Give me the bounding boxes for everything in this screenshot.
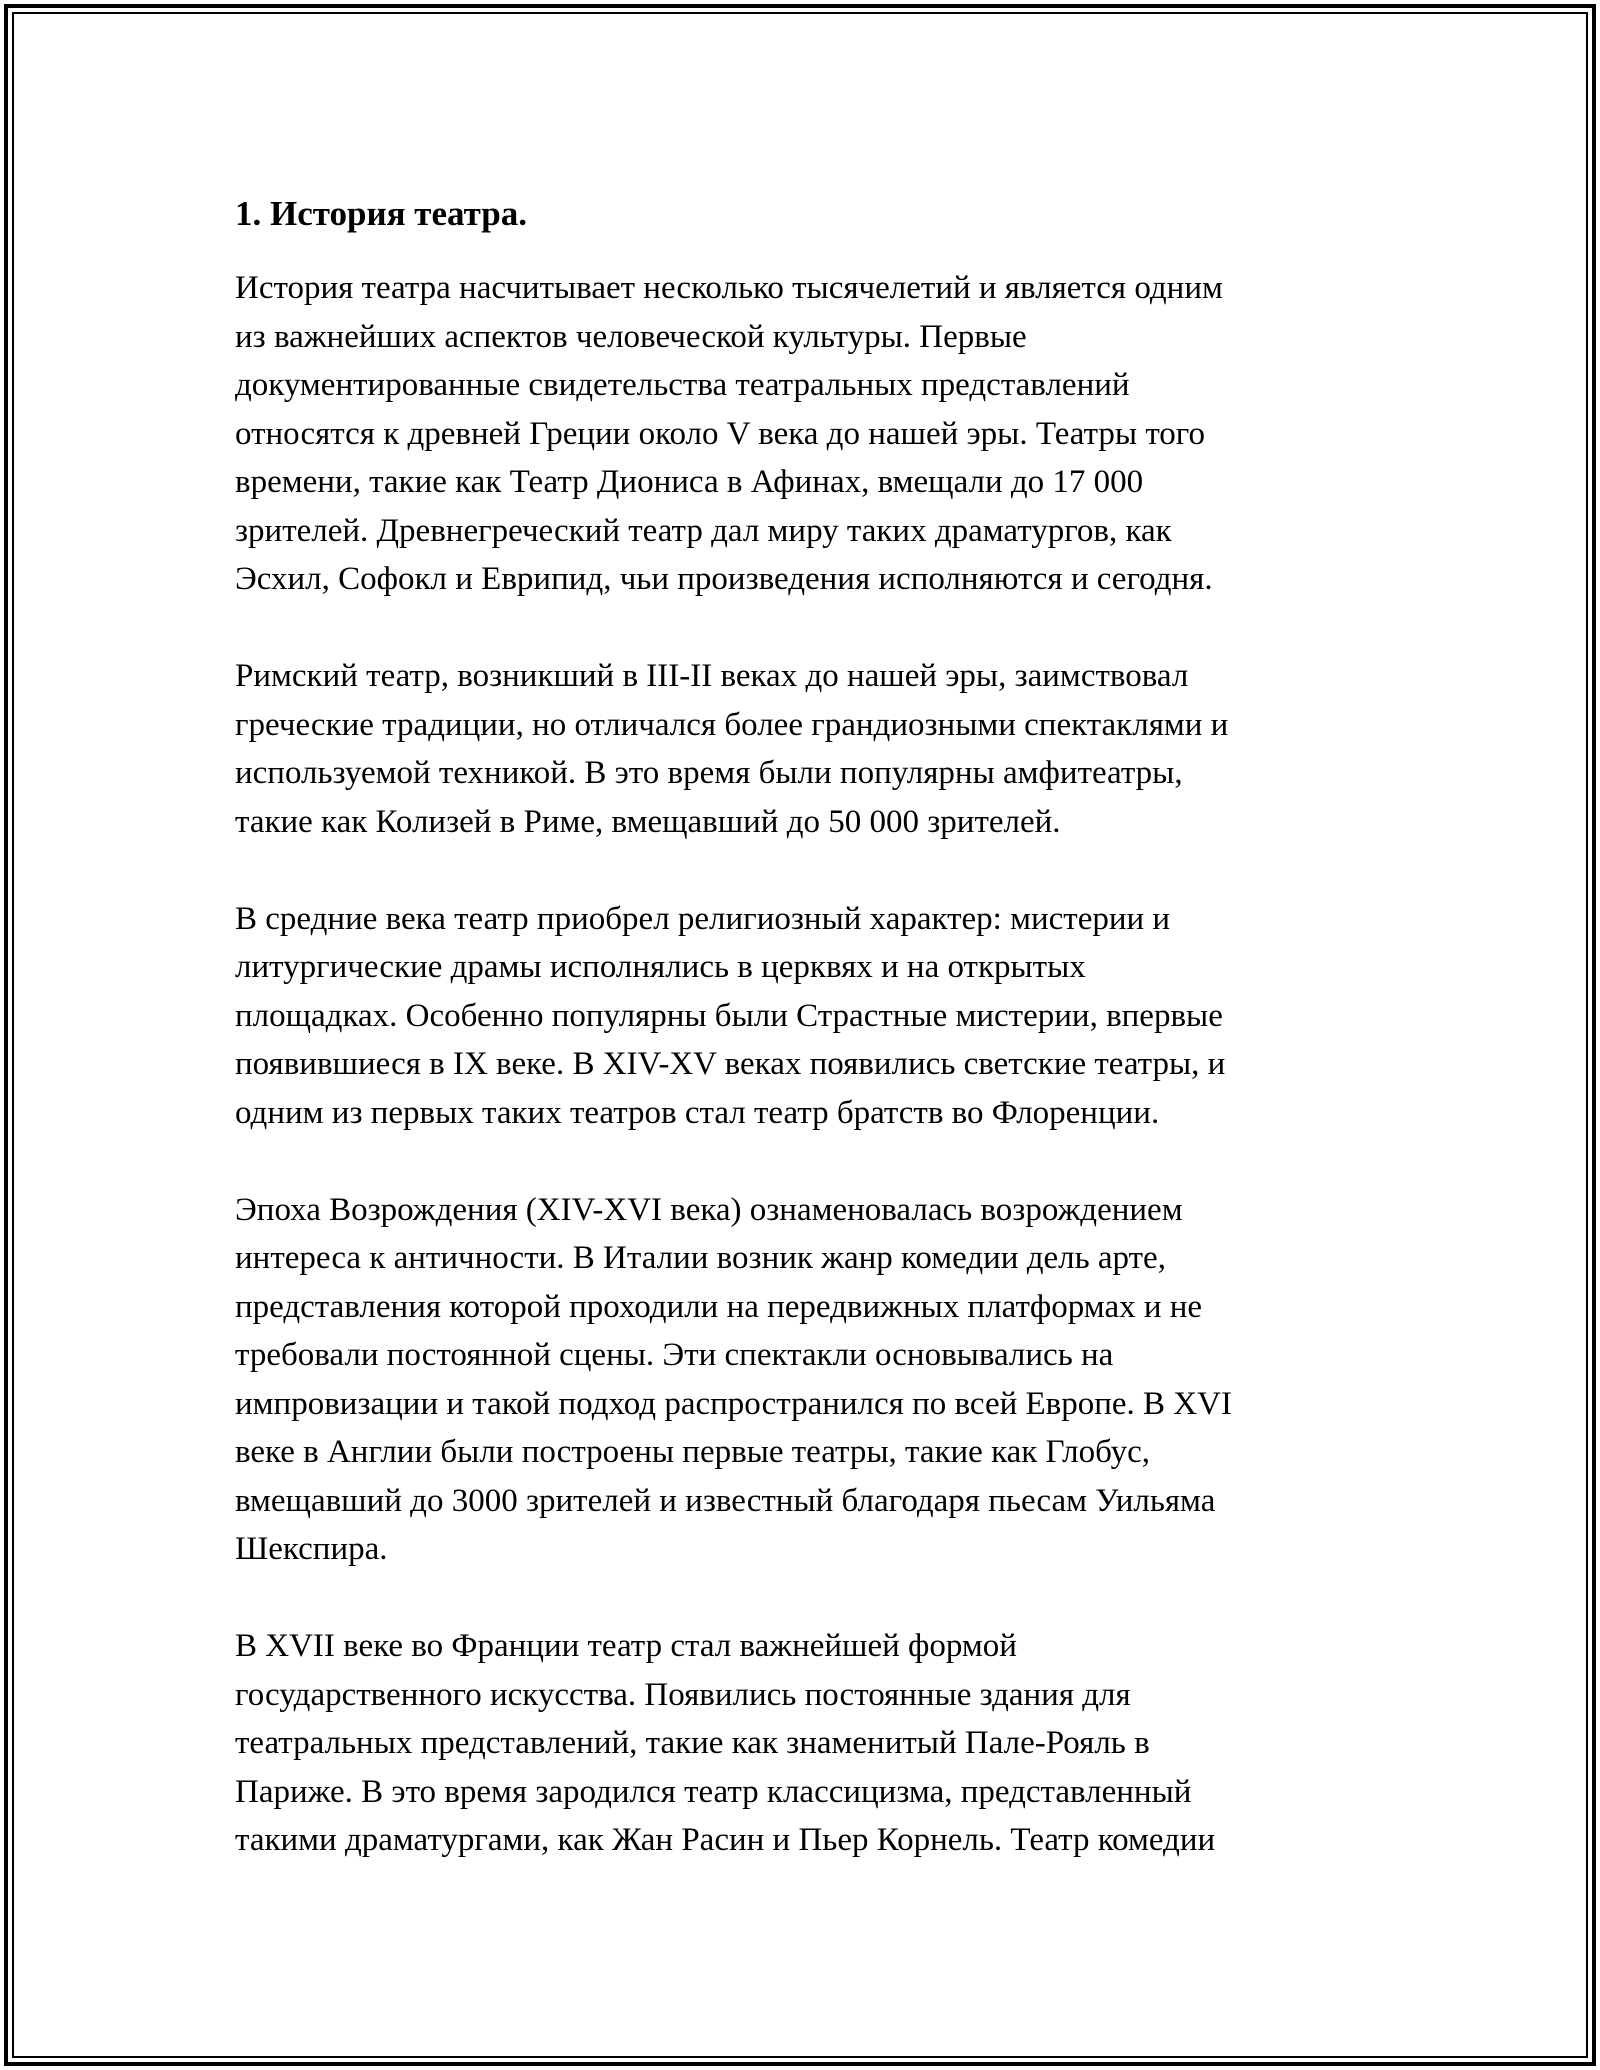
text-line: площадках. Особенно популярны были Страстные мистерии, впервые xyxy=(235,997,1223,1034)
text-line: такими драматургами, как Жан Расин и Пьер Корнель. Театр комедии xyxy=(235,1822,1216,1858)
text-line: документированные свидетельства театральных представлений xyxy=(235,367,1130,403)
text-line: используемой техникой. В это время были популярны амфитеатры, xyxy=(235,755,1183,791)
text-line: относятся к древней Греции около V века до нашей эры. Театры того xyxy=(235,415,1206,452)
section-heading: 1. История театра. xyxy=(235,194,527,233)
text-line: представления которой проходили на передвижных платформах и не xyxy=(235,1288,1203,1325)
text-line: веке в Англии были построены первые театры, такие как Глобус, xyxy=(235,1434,1151,1470)
paragraph-ancient-greece xyxy=(235,264,1360,604)
text-line: вмещавший до 3000 зрителей и известный благодаря пьесам Уильяма xyxy=(235,1482,1216,1519)
paragraph-roman-theatre xyxy=(235,652,1360,846)
text-line: одним из первых таких театров стал театр братств во Флоренции. xyxy=(235,1094,1160,1131)
text-line: Эпоха Возрождения (XIV-XVI века) ознаменовалась возрождением xyxy=(235,1191,1183,1228)
text-line: Эсхил, Софокл и Еврипид, чьи произведения исполняются и сегодня. xyxy=(235,561,1213,597)
text-line: интереса к античности. В Италии возник жанр комедии дель арте, xyxy=(235,1240,1166,1276)
text-line: Париже. В это время зародился театр классицизма, представленный xyxy=(235,1773,1192,1810)
text-line: требовали постоянной сцены. Эти спектакли основывались на xyxy=(235,1337,1114,1373)
paragraph-renaissance xyxy=(235,1186,1360,1574)
text-line: В XVII веке во Франции театр стал важнейшей формой xyxy=(235,1628,1017,1664)
text-line: литургические драмы исполнялись в церквях и на открытых xyxy=(235,949,1086,985)
document-body xyxy=(235,188,1360,1913)
paragraph-middle-ages xyxy=(235,895,1360,1138)
text-line: появившиеся в IX веке. В XIV-XV веках появились светские театры, и xyxy=(235,1046,1226,1082)
text-line: зрителей. Древнегреческий театр дал миру таких драматургов, как xyxy=(235,512,1172,549)
text-line: театральных представлений, такие как знаменитый Пале-Рояль в xyxy=(235,1725,1150,1761)
text-line: из важнейших аспектов человеческой культуры. Первые xyxy=(235,318,1027,355)
text-line: греческие традиции, но отличался более грандиозными спектаклями и xyxy=(235,706,1229,743)
text-line: импровизации и такой подход распространился по всей Европе. В XVI xyxy=(235,1385,1232,1422)
text-line: В средние века театр приобрел религиозный характер: мистерии и xyxy=(235,900,1171,937)
text-line: Римский театр, возникший в III-II веках до нашей эры, заимствовал xyxy=(235,658,1189,694)
text-line: Шекспира. xyxy=(235,1531,388,1567)
paragraph-seventeenth-century xyxy=(235,1622,1360,1865)
text-line: времени, такие как Театр Диониса в Афинах, вмещали до 17 000 xyxy=(235,464,1144,500)
text-line: государственного искусства. Появились постоянные здания для xyxy=(235,1676,1131,1713)
text-line: такие как Колизей в Риме, вмещавший до 50 000 зрителей. xyxy=(235,803,1061,840)
text-line: История театра насчитывает несколько тысячелетий и является одним xyxy=(235,270,1223,306)
